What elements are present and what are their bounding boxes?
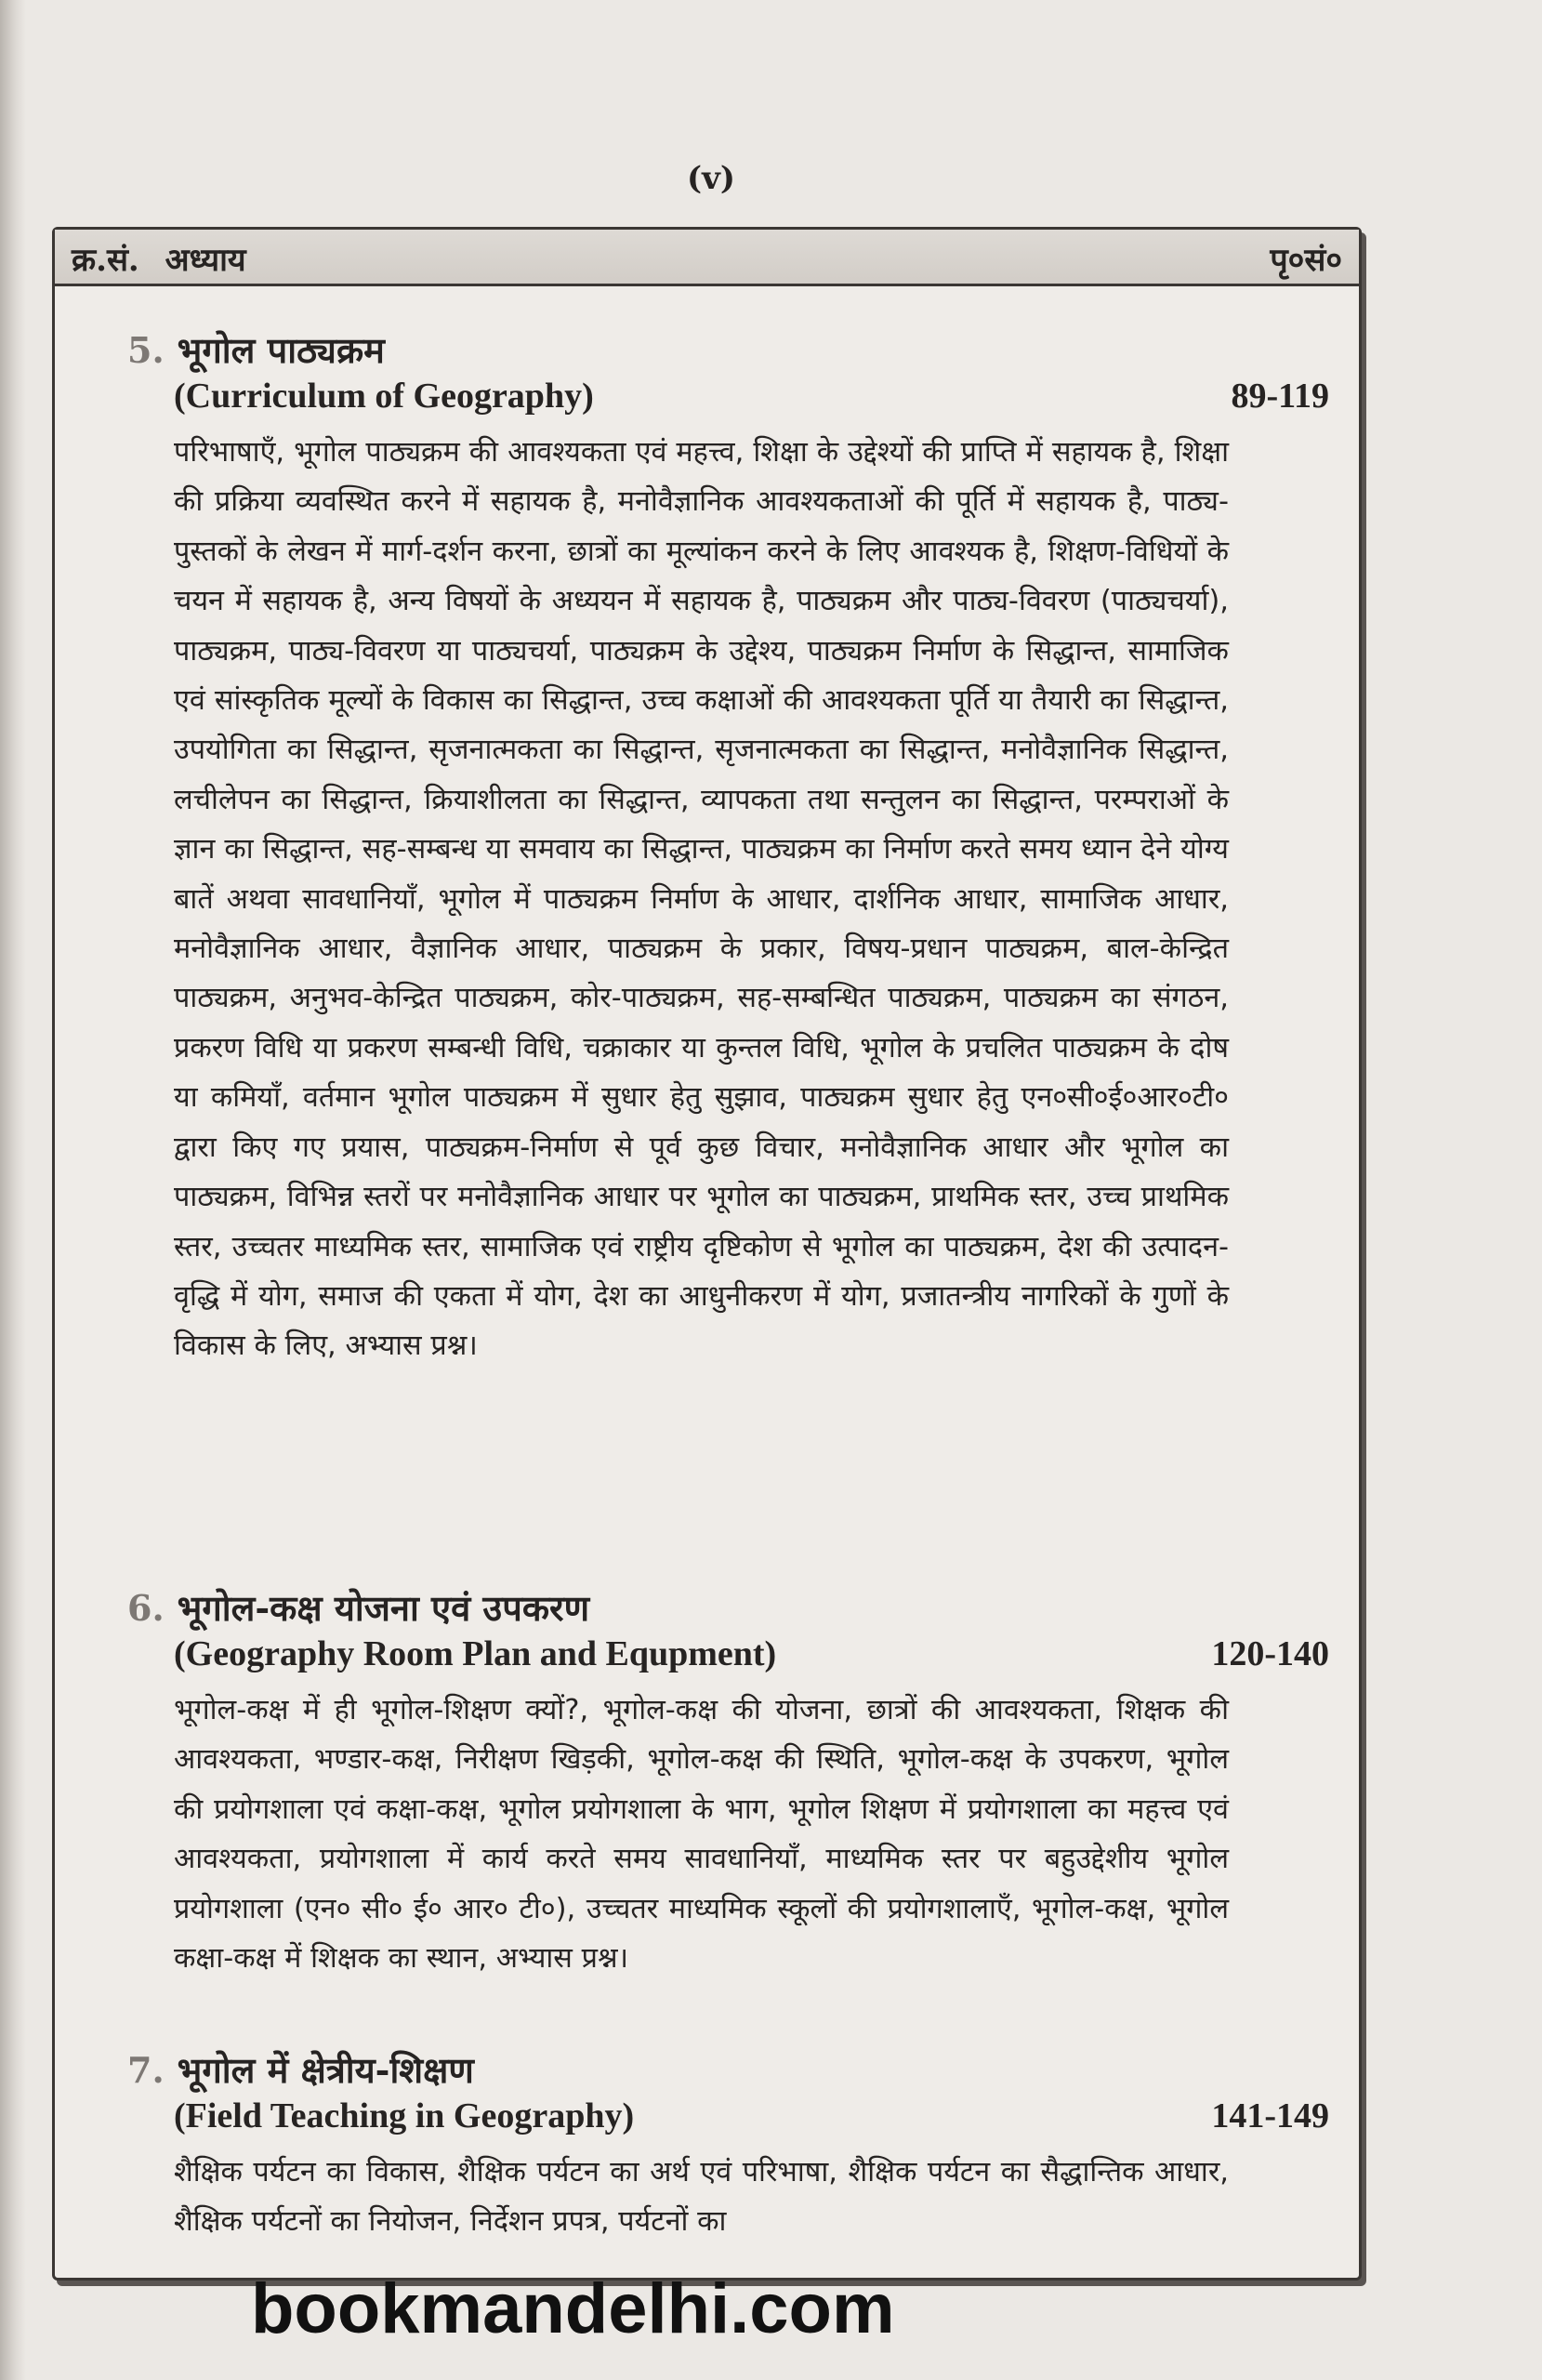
chapter-pages: 141-149 bbox=[1211, 2096, 1329, 2135]
chapter-pages: 89-119 bbox=[1231, 377, 1329, 416]
chapter-number: 7. bbox=[127, 2049, 165, 2091]
chapter-pages: 120-140 bbox=[1211, 1634, 1329, 1673]
chapter-number: 5. bbox=[127, 329, 165, 371]
page-gutter-shadow bbox=[0, 0, 26, 2380]
serial-header: क्र.सं. bbox=[72, 242, 139, 279]
chapter-topics: भूगोल-कक्ष में ही भूगोल-शिक्षण क्यों?, भूगोल-कक्ष की योजना, छात्रों की आवश्यकता, शिक्षक की आवश्यकता, भण्डार-कक्ष, निरीक्षण खिड़की, भूगोल-कक्ष की स्थिति, भूगोल-कक्ष के उपकरण, भूगोल की प्रयोगशाला एवं कक्षा-कक्ष, भूगोल प्रयोगशाला के भाग, भूगोल शिक्षण में प्रयोगशाला का महत्त्व एवं आवश्यकता, प्रयोगशाला में कार्य करते समय सावधानियाँ, माध्यमिक स्तर पर बहुउद्देशीय भूगोल प्रयोगशाला (एन० सी० ई० आर० टी०), उच्चतर माध्यमिक स्कूलों की प्रयोगशालाएँ, भूगोल-कक्ष, भूगोल कक्षा-कक्ष में शिक्षक का स्थान, अभ्यास प्रश्न। bbox=[174, 1694, 1229, 1976]
contents-table bbox=[52, 227, 1362, 2281]
chapter-title: 5. भूगोल पाठ्यक्रम bbox=[127, 329, 385, 371]
watermark-text: bookmandelhi.com bbox=[251, 2269, 895, 2348]
chapter-header: अध्याय bbox=[165, 242, 246, 279]
page-number: (v) bbox=[687, 160, 735, 197]
chapter-subtitle: (Curriculum of Geography) bbox=[174, 377, 594, 416]
chapter-number: 6. bbox=[127, 1587, 165, 1629]
chapter-title: 6. भूगोल-कक्ष योजना एवं उपकरण bbox=[127, 1587, 590, 1629]
chapter-title: 7. भूगोल में क्षेत्रीय-शिक्षण bbox=[127, 2049, 474, 2091]
chapter-subtitle: (Geography Room Plan and Equpment) bbox=[174, 1634, 777, 1673]
chapter-topics: परिभाषाएँ, भूगोल पाठ्यक्रम की आवश्यकता एवं महत्त्व, शिक्षा के उद्देश्यों की प्राप्ति में सहायक है, शिक्षा की प्रक्रिया व्यवस्थित करने में सहायक है, मनोवैज्ञानिक आवश्यकताओं की पूर्ति में सहायक है, पाठ्य-पुस्तकों के लेखन में मार्ग-दर्शन करना, छात्रों का मूल्यांकन करने के लिए आवश्यक है, शिक्षण-विधियों के चयन में सहायक है, अन्य विषयों के अध्ययन में सहायक है, पाठ्यक्रम और पाठ्य-विवरण (पाठ्यचर्या), पाठ्यक्रम, पाठ्य-विवरण या पाठ्यचर्या, पाठ्यक्रम के उद्देश्य, पाठ्यक्रम निर्माण के सिद्धान्त, सामाजिक एवं सांस्कृतिक मूल्यों के विकास का सिद्धान्त, उच्च कक्षाओं की आवश्यकता पूर्ति या तैयारी का सिद्धान्त, उपयोगिता का सिद्धान्त, सृजनात्मकता का सिद्धान्त, सृजनात्मकता का सिद्धान्त, मनोवैज्ञानिक सिद्धान्त, लचीलेपन का सिद्धान्त, क्रियाशीलता का सिद्धान्त, व्यापकता तथा सन्तुलन का सिद्धान्त, परम्पराओं के ज्ञान का सिद्धान्त, सह-सम्बन्ध या समवाय का सिद्धान्त, पाठ्यक्रम का निर्माण करते समय ध्यान देने योग्य बातें अथवा सावधानियाँ, भूगोल में पाठ्यक्रम निर्माण के आधार, दार्शनिक आधार, सामाजिक आधार, मनोवैज्ञानिक आधार, वैज्ञानिक आधार, पाठ्यक्रम के प्रकार, विषय-प्रधान पाठ्यक्रम, बाल-केन्द्रित पाठ्यक्रम, अनुभव-केन्द्रित पाठ्यक्रम, कोर-पाठ्यक्रम, सह-सम्बन्धित पाठ्यक्रम, पाठ्यक्रम का संगठन, प्रकरण विधि या प्रकरण सम्बन्धी विधि, चक्राकार या कुन्तल विधि, भूगोल के प्रचलित पाठ्यक्रम के दोष या कमियाँ, वर्तमान भूगोल पाठ्यक्रम में सुधार हेतु सुझाव, पाठ्यक्रम सुधार हेतु एन०सी०ई०आर०टी० द्वारा किए गए प्रयास, पाठ्यक्रम-निर्माण से पूर्व कुछ विचार, मनोवैज्ञानिक आधार और भूगोल का पाठ्यक्रम, विभिन्न स्तरों पर मनोवैज्ञानिक आधार पर भूगोल का पाठ्यक्रम, प्राथमिक स्तर, उच्च प्राथमिक स्तर, उच्चतर माध्यमिक स्तर, सामाजिक एवं राष्ट्रीय दृष्टिकोण से भूगोल का पाठ्यक्रम, देश की उत्पादन-वृद्धि में योग, समाज की एकता में योग, देश का आधुनीकरण में योग, प्रजातन्त्रीय नागरिकों के गुणों के विकास के लिए, अभ्यास प्रश्न। bbox=[174, 436, 1229, 1363]
page-header: पृ०सं० bbox=[1270, 242, 1342, 279]
chapter-topics: शैक्षिक पर्यटन का विकास, शैक्षिक पर्यटन का अर्थ एवं परिभाषा, शैक्षिक पर्यटन का सैद्धान्तिक आधार, शैक्षिक पर्यटनों का नियोजन, निर्देशन प्रपत्र, पर्यटनों का bbox=[174, 2156, 1229, 2239]
chapter-subtitle: (Field Teaching in Geography) bbox=[174, 2096, 635, 2135]
table-header bbox=[55, 230, 1359, 286]
